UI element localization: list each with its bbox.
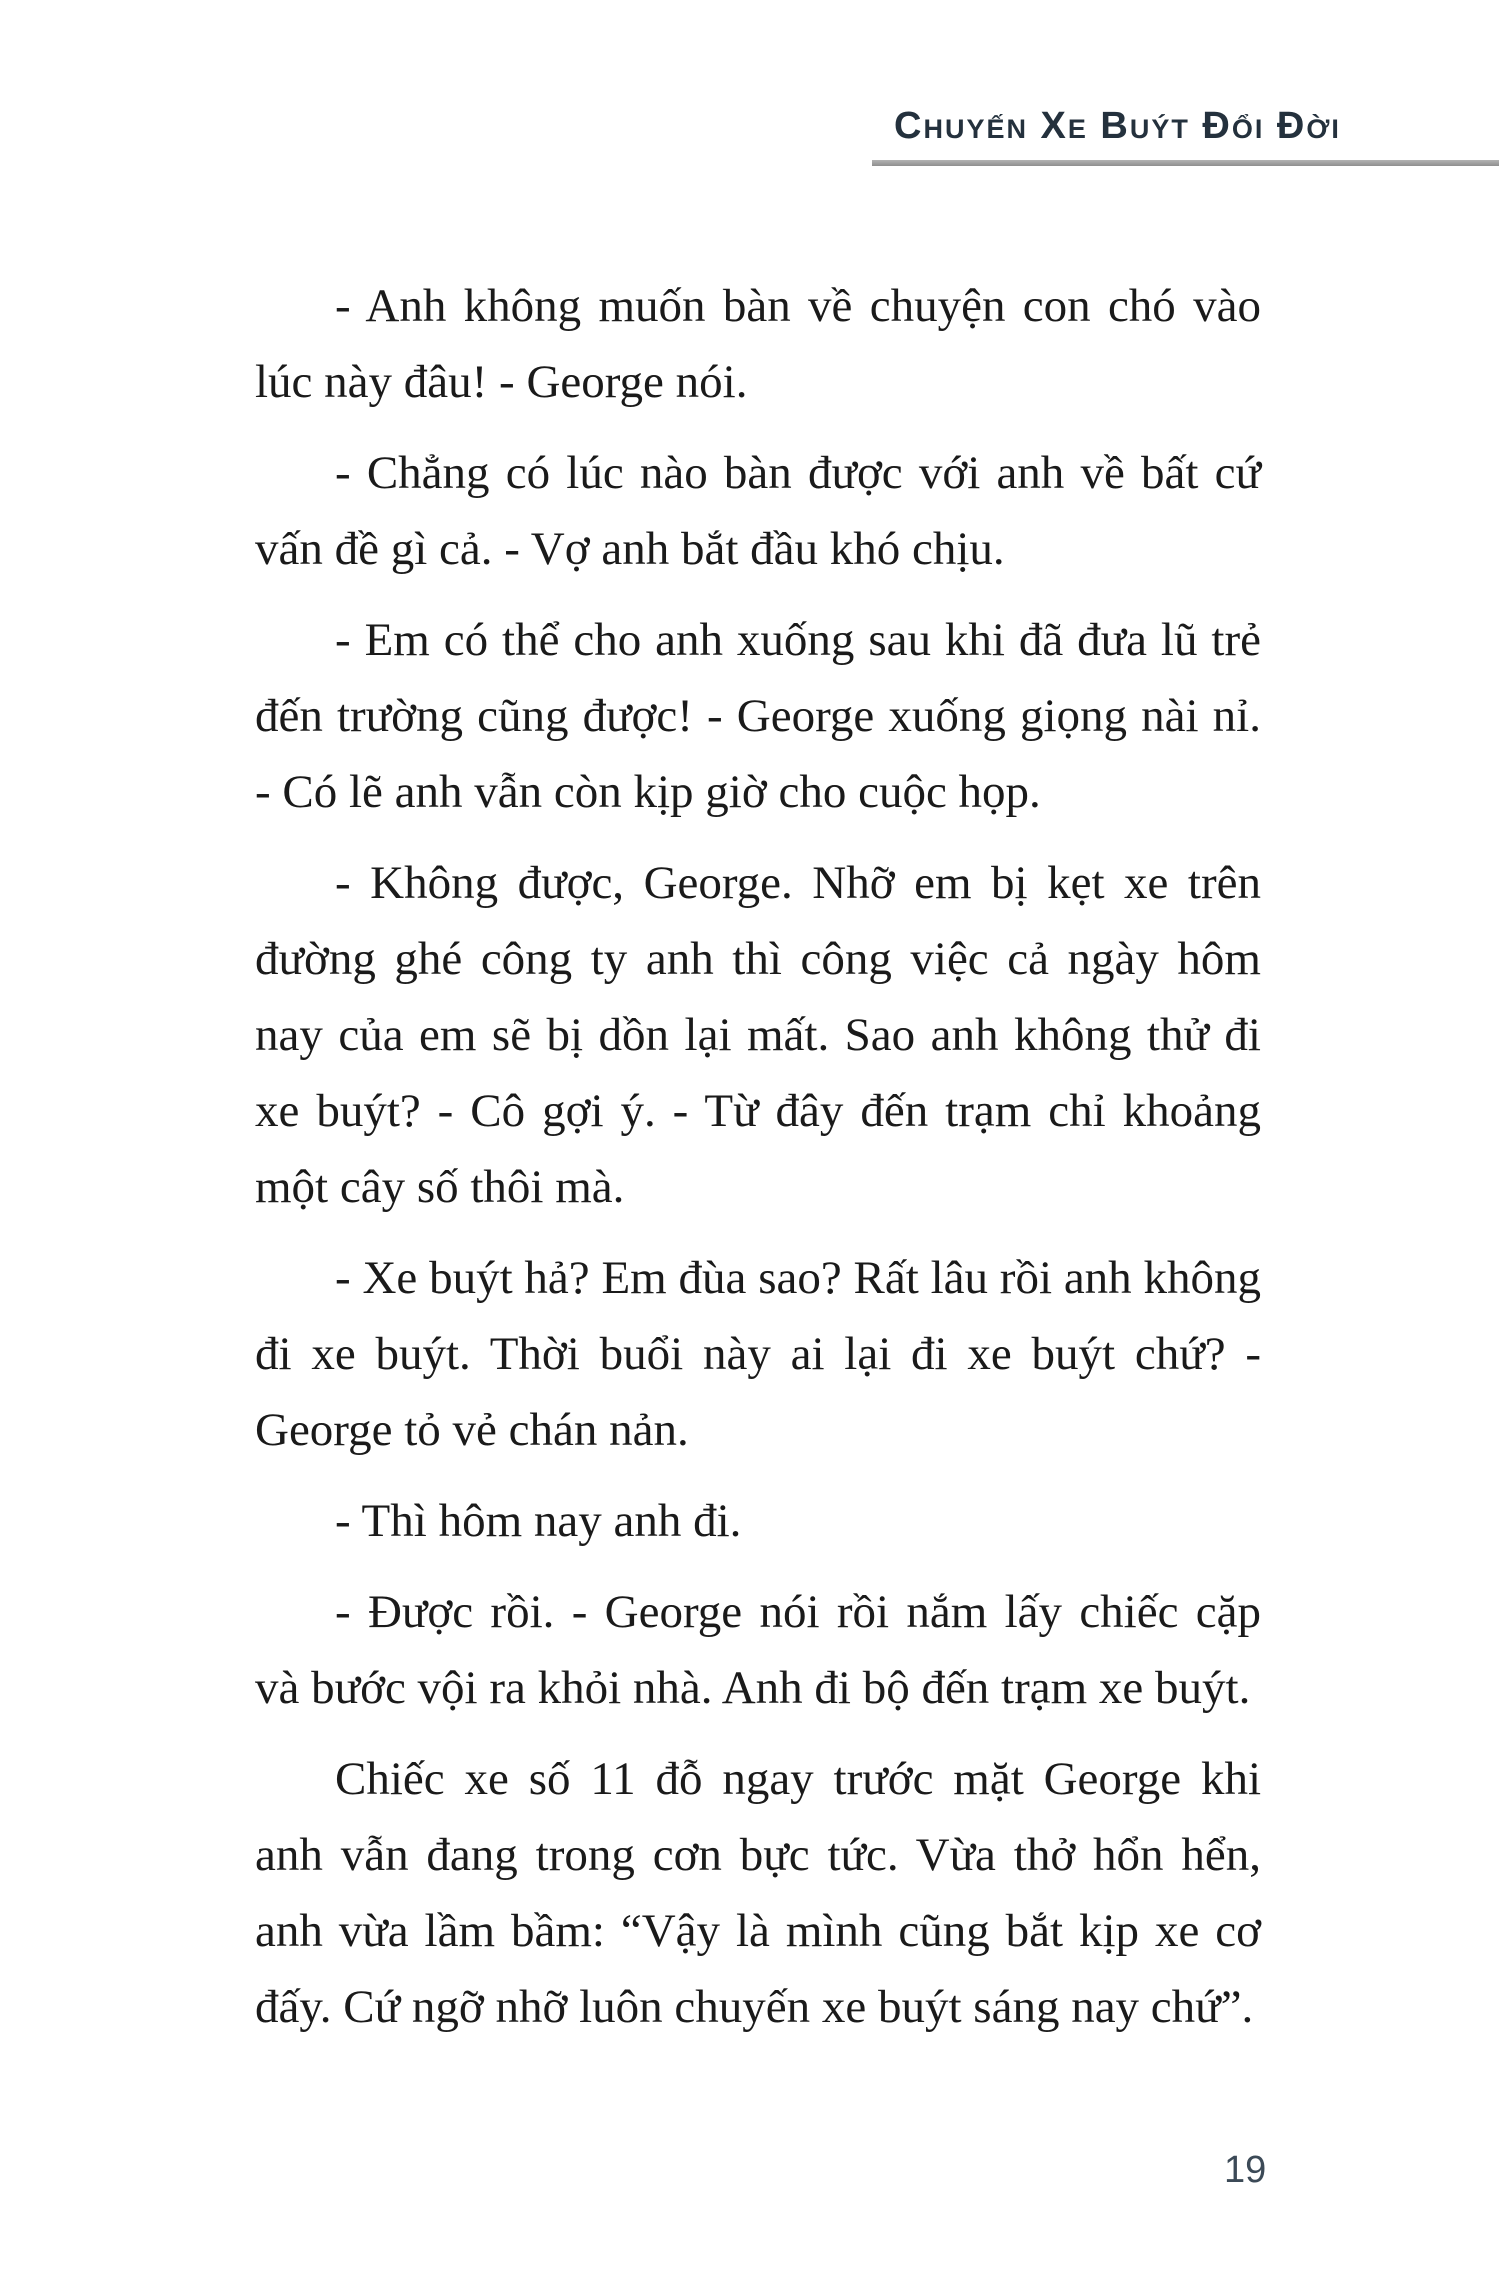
running-header [872, 100, 1499, 166]
paragraph: - Thì hôm nay anh đi. [335, 1495, 742, 1547]
running-header-title: Chuyến Xe Buýt Đổi Đời [894, 105, 1341, 147]
paragraph: - Anh không muốn bàn về chuyện con chó vào lúc này đâu! - George nói. [255, 280, 1261, 408]
paragraph: - Được rồi. - George nói rồi nắm lấy chiếc cặp và bước vội ra khỏi nhà. Anh đi bộ đến trạm xe buýt. [255, 1586, 1261, 1714]
paragraph: - Em có thể cho anh xuống sau khi đã đưa lũ trẻ đến trường cũng được! - George xuống giọng nài nỉ. - Có lẽ anh vẫn còn kịp giờ cho cuộc họp. [255, 614, 1261, 818]
paragraph: - Không được, George. Nhỡ em bị kẹt xe trên đường ghé công ty anh thì công việc cả ngày hôm nay của em sẽ bị dồn lại mất. Sao anh không thử đi xe buýt? - Cô gợi ý. - Từ đây đến trạm chỉ khoảng một cây số thôi mà. [255, 857, 1261, 1213]
paragraph: - Chẳng có lúc nào bàn được với anh về bất cứ vấn đề gì cả. - Vợ anh bắt đầu khó chịu. [255, 447, 1261, 575]
page-number: 19 [1224, 2149, 1267, 2191]
header-rule-divider [872, 160, 1499, 166]
body-text [255, 268, 1261, 2060]
paragraph: - Xe buýt hả? Em đùa sao? Rất lâu rồi anh không đi xe buýt. Thời buổi này ai lại đi xe buýt chứ? - George tỏ vẻ chán nản. [255, 1252, 1261, 1456]
paragraph: Chiếc xe số 11 đỗ ngay trước mặt George khi anh vẫn đang trong cơn bực tức. Vừa thở hổn hển, anh vừa lầm bầm: “Vậy là mình cũng bắt kịp xe cơ đấy. Cứ ngỡ nhỡ luôn chuyến xe buýt sáng nay chứ”. [255, 1753, 1261, 2033]
